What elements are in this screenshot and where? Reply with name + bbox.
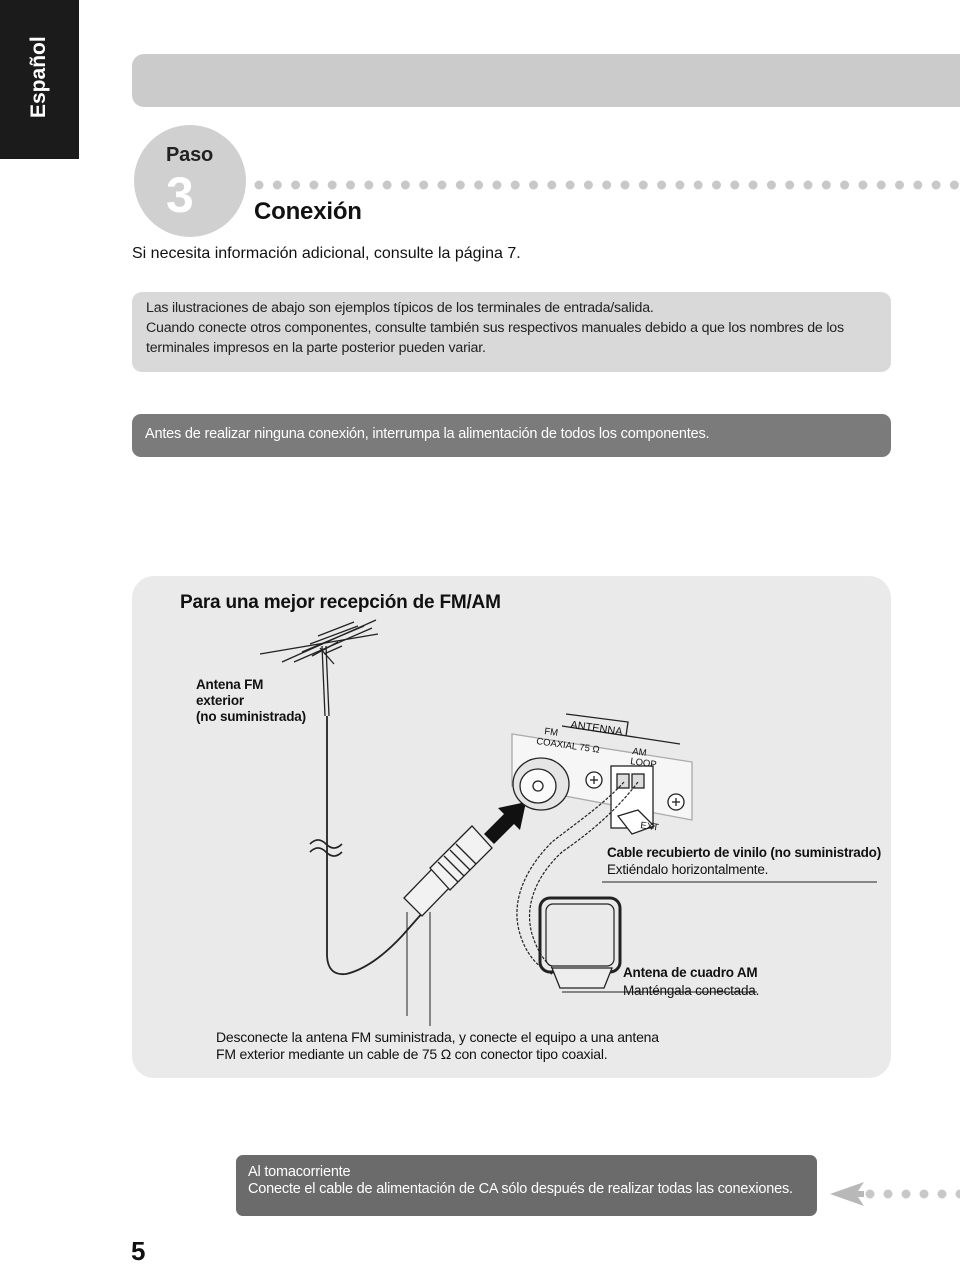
- divider-dot: [529, 181, 538, 190]
- panel-label-ext: EXT: [640, 820, 660, 833]
- am-loop-hint: Manténgala conectada.: [623, 983, 759, 999]
- divider-dot: [675, 181, 684, 190]
- language-tab: [0, 0, 79, 159]
- am-loop-antenna-icon: [540, 898, 620, 988]
- divider-dot: [291, 181, 300, 190]
- divider-dot: [749, 181, 758, 190]
- divider-dot: [877, 181, 886, 190]
- divider-dot: [730, 181, 739, 190]
- arrow-dot: [920, 1190, 929, 1199]
- coaxial-plug-icon: [404, 826, 492, 916]
- intro-text: Si necesita información adicional, consulte la página 7.: [132, 245, 521, 263]
- divider-dot: [255, 181, 264, 190]
- arrow-dot: [866, 1190, 875, 1199]
- note-line: terminales impresos en la parte posterior pueden variar.: [146, 338, 877, 358]
- divider-dot: [383, 181, 392, 190]
- divider-dot: [950, 181, 959, 190]
- insert-arrow-icon: [484, 802, 526, 844]
- arrow-dot: [956, 1190, 960, 1199]
- language-label: Español: [27, 36, 51, 118]
- divider-dot: [309, 181, 318, 190]
- panel-label-fm: FM: [544, 726, 559, 739]
- note-line: Cuando conecte otros componentes, consulte también sus respectivos manuales debido a que los nombres de los: [146, 318, 877, 338]
- diagram-title: Para una mejor recepción de FM/AM: [180, 592, 501, 614]
- divider-dot: [602, 181, 611, 190]
- panel-label-am: AM: [632, 746, 648, 759]
- divider-dot: [657, 181, 666, 190]
- note-line: Las ilustraciones de abajo son ejemplos típicos de los terminales de entrada/salida.: [146, 298, 877, 318]
- panel-label-antenna: ANTENNA: [570, 719, 624, 738]
- divider-dot: [346, 181, 355, 190]
- ac-title: Al tomacorriente: [248, 1164, 805, 1181]
- warning-bar: Antes de realizar ninguna conexión, interrumpa la alimentación de todos los componentes.: [132, 414, 891, 457]
- panel-label-loop: LOOP: [630, 756, 658, 771]
- arrow-dot: [902, 1190, 911, 1199]
- divider-dot: [584, 181, 593, 190]
- divider-dot: [932, 181, 941, 190]
- ac-outlet-box: [236, 1155, 817, 1216]
- divider-dot: [364, 181, 373, 190]
- disconnect-note: Desconecte la antena FM suministrada, y conecte el equipo a una antena FM exterior mediante un cable de 75 Ω con conector tipo coaxial.: [216, 1029, 659, 1063]
- divider-dot: [621, 181, 630, 190]
- divider-dot: [456, 181, 465, 190]
- divider-dot: [858, 181, 867, 190]
- arrow-dot: [884, 1190, 893, 1199]
- note-box: [132, 292, 891, 372]
- ac-text: Conecte el cable de alimentación de CA sólo después de realizar todas las conexiones.: [248, 1181, 805, 1198]
- divider-dot: [566, 181, 575, 190]
- divider-dot: [694, 181, 703, 190]
- divider-dot: [895, 181, 904, 190]
- divider-dot: [767, 181, 776, 190]
- ac-arrow-dots: [820, 1170, 960, 1210]
- cable-hint: Extiéndalo horizontalmente.: [607, 862, 768, 878]
- divider-dot: [822, 181, 831, 190]
- connection-diagram: [132, 576, 891, 1078]
- divider-dot: [547, 181, 556, 190]
- step-word: Paso: [166, 144, 213, 167]
- panel-label-coaxial: COAXIAL 75 Ω: [536, 736, 601, 756]
- divider-dot: [712, 181, 721, 190]
- divider-dot: [401, 181, 410, 190]
- page-number: 5: [131, 1236, 145, 1267]
- divider-dot: [492, 181, 501, 190]
- divider-dot: [511, 181, 520, 190]
- divider-dot: [474, 181, 483, 190]
- divider-dot: [804, 181, 813, 190]
- divider-dot: [273, 181, 282, 190]
- divider-dot: [840, 181, 849, 190]
- arrow-dot: [938, 1190, 947, 1199]
- divider-dot: [328, 181, 337, 190]
- dotted-divider: [254, 180, 960, 190]
- divider-dot: [639, 181, 648, 190]
- divider-dot: [913, 181, 922, 190]
- step-number: 3: [166, 166, 194, 224]
- divider-dot: [785, 181, 794, 190]
- step-title: Conexión: [254, 198, 362, 226]
- cable-label: Cable recubierto de vinilo (no suministrado): [607, 845, 881, 861]
- fm-antenna-label: Antena FM exterior (no suministrada): [196, 677, 306, 725]
- divider-dot: [438, 181, 447, 190]
- am-loop-label: Antena de cuadro AM: [623, 965, 757, 981]
- divider-dot: [419, 181, 428, 190]
- header-band: [132, 54, 960, 107]
